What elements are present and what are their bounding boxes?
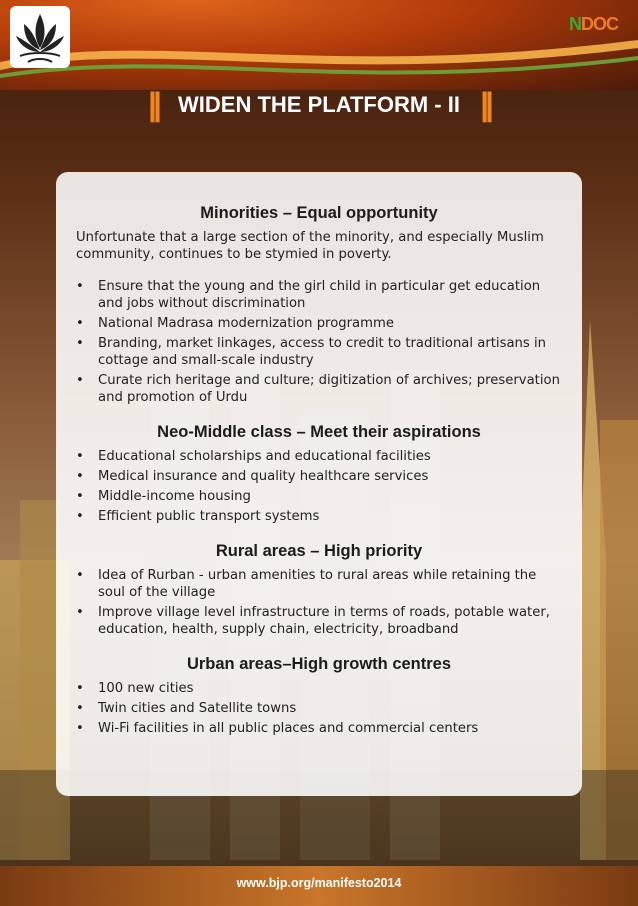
list-item-text: Educational scholarships and educational facilities — [98, 449, 431, 464]
list-item-text: Curate rich heritage and culture; digitization of archives; preservation and promotion of Urdu — [98, 373, 560, 405]
bullet-list — [76, 278, 562, 406]
section-title: Neo-Middle class – Meet their aspirations — [157, 423, 481, 441]
list-item-text: 100 new cities — [98, 681, 194, 696]
list-item — [76, 604, 562, 638]
heading-bars-right: || — [480, 86, 490, 122]
list-item — [76, 468, 562, 485]
bullet-icon: • — [76, 489, 84, 504]
bullet-icon: • — [76, 509, 84, 524]
party-logo — [10, 6, 70, 68]
bullet-icon: • — [76, 316, 84, 331]
list-item-text: Middle-income housing — [98, 489, 251, 504]
list-item — [76, 335, 562, 369]
list-item-text: Idea of Rurban - urban amenities to rural areas while retaining the soul of the village — [98, 568, 537, 600]
section-intro: Unfortunate that a large section of the minority, and especially Muslim community, continues to be stymied in poverty. — [76, 230, 544, 262]
list-item — [76, 278, 562, 312]
brand-part-1: N — [569, 14, 581, 34]
page-title: WIDEN THE PLATFORM - II — [178, 92, 460, 117]
bullet-icon: • — [76, 449, 84, 464]
heading-bars-left: || — [148, 86, 158, 122]
list-item-text: Efficient public transport systems — [98, 509, 320, 524]
list-item-text: Ensure that the young and the girl child in particular get education and jobs without discrimination — [98, 279, 541, 311]
footer-url: www.bjp.org/manifesto2014 — [236, 876, 402, 890]
bullet-icon: • — [76, 721, 84, 736]
list-item — [76, 315, 562, 332]
section-urban-areas — [76, 655, 562, 737]
list-item-text: Branding, market linkages, access to credit to traditional artisans in cottage and small-scale industry — [98, 336, 546, 368]
list-item — [76, 720, 562, 737]
bullet-list — [76, 448, 562, 525]
list-item — [76, 372, 562, 406]
content-card — [56, 172, 582, 796]
header-wave — [0, 0, 638, 90]
section-neo-middle-class — [76, 423, 562, 525]
list-item — [76, 700, 562, 717]
list-item-text: Wi-Fi facilities in all public places and commercial centers — [98, 721, 479, 736]
list-item-text: Twin cities and Satellite towns — [98, 701, 297, 716]
list-item-text: National Madrasa modernization programme — [98, 316, 394, 331]
section-title: Rural areas – High priority — [215, 542, 423, 560]
ndoc-logo — [569, 14, 618, 35]
bullet-list — [76, 680, 562, 737]
bullet-icon: • — [76, 279, 84, 294]
bullet-list — [76, 567, 562, 638]
section-title: Minorities – Equal opportunity — [200, 204, 438, 222]
bullet-icon: • — [76, 681, 84, 696]
bullet-icon: • — [76, 373, 84, 388]
list-item — [76, 488, 562, 505]
list-item — [76, 680, 562, 697]
bullet-icon: • — [76, 568, 84, 583]
lotus-icon — [10, 6, 70, 68]
section-minorities — [76, 204, 562, 406]
list-item — [76, 567, 562, 601]
section-rural-areas — [76, 542, 562, 638]
list-item — [76, 448, 562, 465]
header-band — [0, 0, 638, 90]
list-item — [76, 508, 562, 525]
bullet-icon: • — [76, 605, 84, 620]
bullet-icon: • — [76, 469, 84, 484]
section-title: Urban areas–High growth centres — [186, 655, 452, 673]
page-heading — [0, 86, 638, 123]
list-item-text: Improve village level infrastructure in terms of roads, potable water, education, health, supply chain, electricity, broadband — [98, 605, 550, 637]
bullet-icon: • — [76, 336, 84, 351]
brand-part-2: DOC — [581, 14, 618, 34]
bullet-icon: • — [76, 701, 84, 716]
list-item-text: Medical insurance and quality healthcare services — [98, 469, 429, 484]
